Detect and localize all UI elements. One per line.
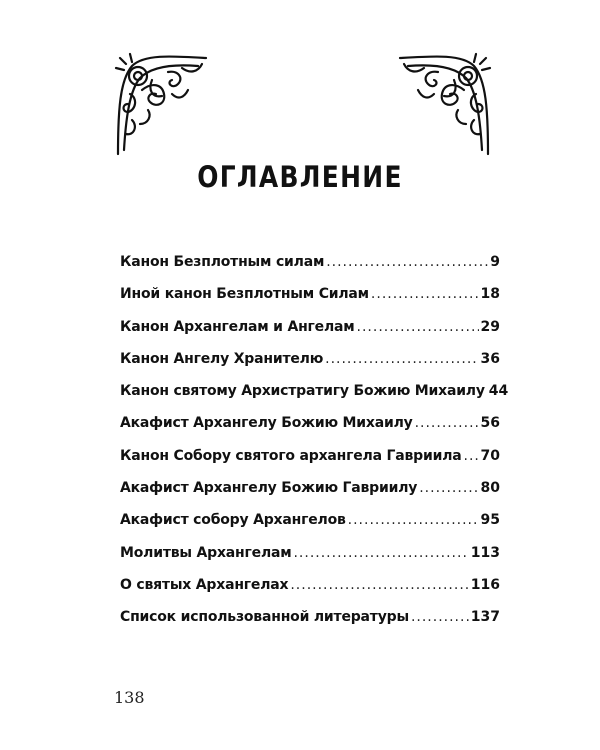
toc-entry-title: Канон святому Архистратигу Божию Михаилу (120, 383, 485, 400)
toc-entry-title: Акафист собору Архангелов (120, 512, 346, 529)
toc-entry-0[interactable] (120, 254, 500, 286)
toc-entry-page: 36 (480, 350, 500, 367)
toc-entry-page: 29 (480, 318, 500, 335)
toc-entry-title: О святых Архангелах (120, 576, 289, 593)
toc-entry-page: 56 (480, 415, 500, 432)
toc-entry-11[interactable] (120, 609, 500, 641)
toc-entry-title: Канон Ангелу Хранителю (120, 350, 324, 367)
toc-entry-title: Акафист Архангелу Божию Михаилу (120, 415, 413, 432)
leader-dots (464, 448, 479, 464)
toc-entry-7[interactable] (120, 480, 500, 512)
toc-entry-page: 9 (490, 254, 500, 270)
toc-entry-title: Молитвы Архангелам (120, 544, 292, 561)
toc-entry-title: Канон Собору святого архангела Гавриила (120, 447, 462, 464)
corner-ornament-left-icon (112, 50, 212, 160)
leader-dots (411, 609, 469, 625)
leader-dots (290, 577, 468, 593)
toc-entry-page: 80 (480, 480, 500, 497)
leader-dots (357, 319, 479, 335)
toc-entry-9[interactable] (120, 545, 500, 577)
toc-entry-page: 137 (470, 609, 500, 626)
page-title: ОГЛАВЛЕНИЕ (197, 160, 403, 194)
toc-entry-5[interactable] (120, 415, 500, 447)
toc-entry-page: 95 (480, 512, 500, 529)
toc-entry-10[interactable] (120, 577, 500, 609)
toc-entry-2[interactable] (120, 319, 500, 351)
toc-entry-3[interactable] (120, 351, 500, 383)
corner-ornament-right-icon (394, 50, 494, 160)
toc-entry-page: 113 (470, 544, 500, 561)
page-number: 138 (114, 688, 145, 707)
toc-entry-title: Список использованной литературы (120, 609, 409, 626)
leader-dots (326, 254, 488, 270)
toc-entry-page: 116 (470, 576, 500, 593)
toc-entry-8[interactable] (120, 512, 500, 544)
toc-entry-6[interactable] (120, 448, 500, 480)
toc-entry-page: 18 (480, 286, 500, 303)
leader-dots (415, 415, 479, 431)
toc-entry-title: Канон Безплотным силам (120, 254, 325, 270)
leader-dots (293, 545, 468, 561)
table-of-contents (120, 254, 509, 642)
toc-entry-title: Иной канон Безплотным Силам (120, 286, 369, 303)
toc-entry-1[interactable] (120, 286, 500, 318)
leader-dots (325, 351, 478, 367)
toc-entry-title: Акафист Архангелу Божию Гавриилу (120, 480, 418, 497)
leader-dots (371, 286, 479, 302)
leader-dots (348, 512, 479, 528)
toc-entry-page: 44 (488, 383, 509, 400)
toc-entry-page: 70 (480, 447, 500, 464)
toc-entry-4[interactable] (120, 383, 509, 415)
toc-entry-title: Канон Архангелам и Ангелам (120, 318, 355, 335)
leader-dots (419, 480, 478, 496)
